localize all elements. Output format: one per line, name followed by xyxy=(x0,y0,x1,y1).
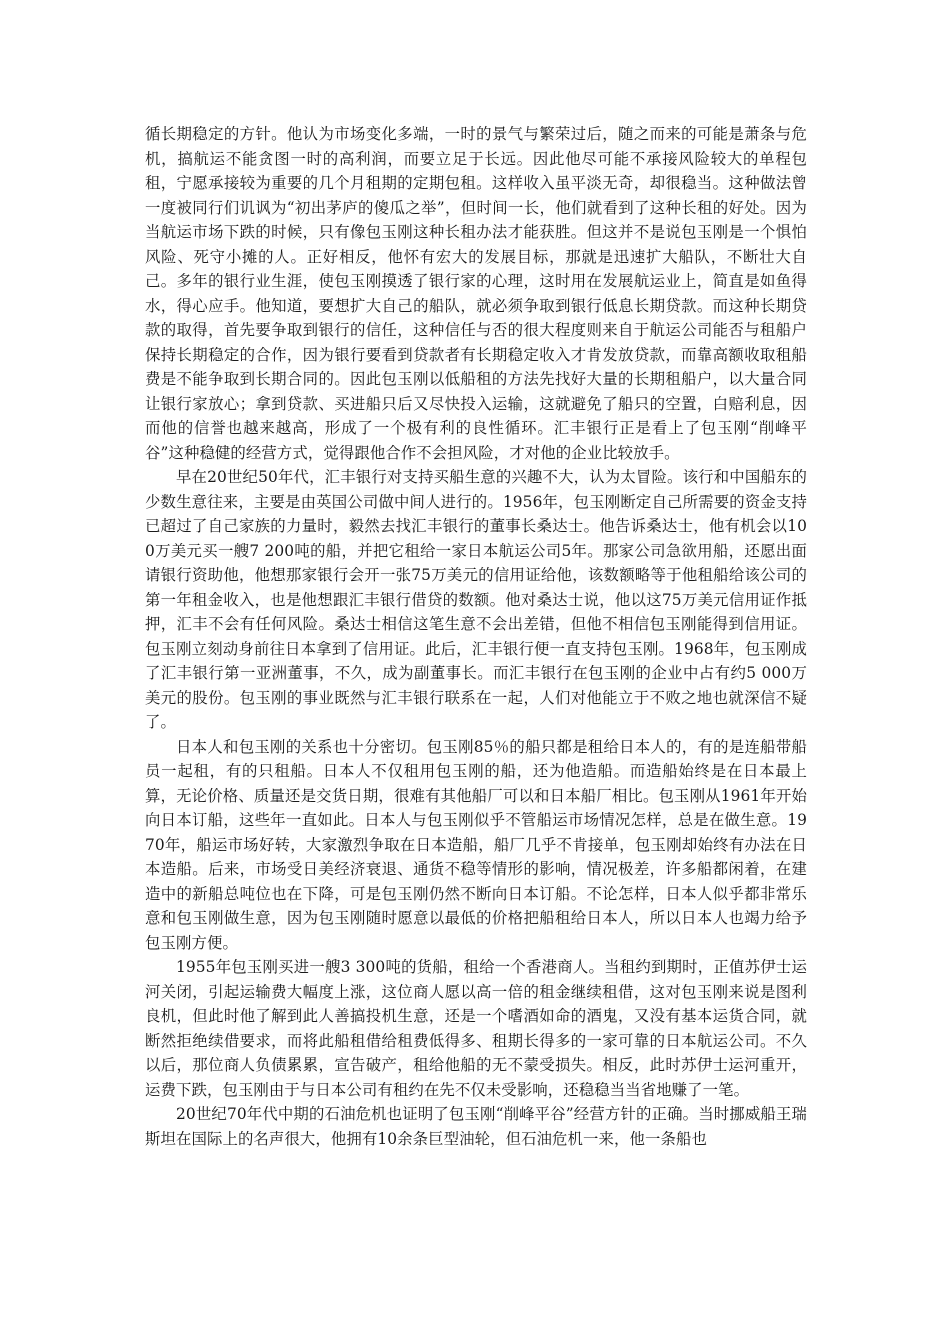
paragraph-1: 循长期稳定的方针。他认为市场变化多端，一时的景气与繁荣过后，随之而来的可能是萧条与危机，搞航运不能贪图一时的高利润，而要立足于长远。因此他尽可能不承接风险较大的单程包租，宁愿承接较为重要的几个月租期的定期包租。这样收入虽平淡无奇，却很稳当。这种做法曾一度被同行们讥讽为“初出茅庐的傻瓜之举”，但时间一长，他们就看到了这种长租的好处。因为当航运市场下跌的时候，只有像包玉刚这种长租办法才能获胜。但这并不是说包玉刚是一个惧怕风险、死守小摊的人。正好相反，他怀有宏大的发展目标，那就是迅速扩大船队，不断壮大自己。多年的银行业生涯，使包玉刚摸透了银行家的心理，这时用在发展航运业上，简直是如鱼得水，得心应手。他知道，要想扩大自己的船队，就必须争取到银行低息长期贷款。而这种长期贷款的取得，首先要争取到银行的信任，这种信任与否的很大程度则来自于航运公司能否与租船户保持长期稳定的合作，因为银行要看到贷款者有长期稳定收入才肯发放贷款，而靠高额收取租船费是不能争取到长期合同的。因此包玉刚以低船租的方法先找好大量的长期租船户，以大量合同让银行家放心；拿到贷款、买进船只后又尽快投入运输，这就避免了船只的空置，白赔利息，因而他的信誉也越来越高，形成了一个极有利的良性循环。汇丰银行正是看上了包玉刚“削峰平谷”这种稳健的经营方式，觉得跟他合作不会担风险，才对他的企业比较放手。 xyxy=(145,125,807,462)
paragraph-2: 早在20世纪50年代，汇丰银行对支持买船生意的兴趣不大，认为太冒险。该行和中国船东的少数生意往来，主要是由英国公司做中间人进行的。1956年，包玉刚断定自己所需要的资金支持已超过了自己家族的力量时，毅然去找汇丰银行的董事长桑达士。他告诉桑达士，他有机会以100万美元买一艘7 200吨的船，并把它租给一家日本航运公司5年。那家公司急欲用船，还愿出面请银行资助他，他想那家银行会开一张75万美元的信用证给他，该数额略等于他租船给该公司的第一年租金收入，也是他想跟汇丰银行借贷的数额。他对桑达士说，他以这75万美元信用证作抵押，汇丰不会有任何风险。桑达士相信这笔生意不会出差错，但他不相信包玉刚能得到信用证。包玉刚立刻动身前往日本拿到了信用证。此后，汇丰银行便一直支持包玉刚。1968年，包玉刚成了汇丰银行第一亚洲董事，不久，成为副董事长。而汇丰银行在包玉刚的企业中占有约5 000万美元的股份。包玉刚的事业既然与汇丰银行联系在一起，人们对他能立于不败之地也就深信不疑了。 xyxy=(145,468,807,731)
paragraph-4: 1955年包玉刚买进一艘3 300吨的货船，租给一个香港商人。当租约到期时，正值苏伊士运河关闭，引起运输费大幅度上涨，这位商人愿以高一倍的租金继续租借，这对包玉刚来说是图利良机，但此时他了解到此人善搞投机生意，还是一个嗜酒如命的酒鬼，又没有基本运货合同，就断然拒绝续借要求，而将此船租借给租费低得多、租期长得多的一家可靠的日本航运公司。不久以后，那位商人负债累累，宣告破产，租给他船的无不蒙受损失。相反，此时苏伊士运河重开，运费下跌，包玉刚由于与日本公司有租约在先不仅未受影响，还稳稳当当省地赚了一笔。 xyxy=(145,958,807,1099)
paragraph-3: 日本人和包玉刚的关系也十分密切。包玉刚85％的船只都是租给日本人的，有的是连船带船员一起租，有的只租船。日本人不仅租用包玉刚的船，还为他造船。而造船始终是在日本最上算，无论价格、质量还是交货日期，很难有其他船厂可以和日本船厂相比。包玉刚从1961年开始向日本订船，这些年一直如此。日本人与包玉刚似乎不管船运市场情况怎样，总是在做生意。1970年，船运市场好转，大家激烈争取在日本造船，船厂几乎不肯接单，包玉刚却始终有办法在日本造船。后来，市场受日美经济衰退、通货不稳等情形的影响，情况极差，许多船都闲着，在建造中的新船总吨位也在下降，可是包玉刚仍然不断向日本订船。不论怎样，日本人似乎都非常乐意和包玉刚做生意，因为包玉刚随时愿意以最低的价格把船租给日本人，所以日本人也竭力给予包玉刚方便。 xyxy=(145,737,807,952)
paragraph-5: 20世纪70年代中期的石油危机也证明了包玉刚“削峰平谷”经营方针的正确。当时挪威船王瑞斯坦在国际上的名声很大，他拥有10余条巨型油轮，但石油危机一来，他一条船也 xyxy=(145,1105,807,1148)
document-page xyxy=(145,122,807,1151)
